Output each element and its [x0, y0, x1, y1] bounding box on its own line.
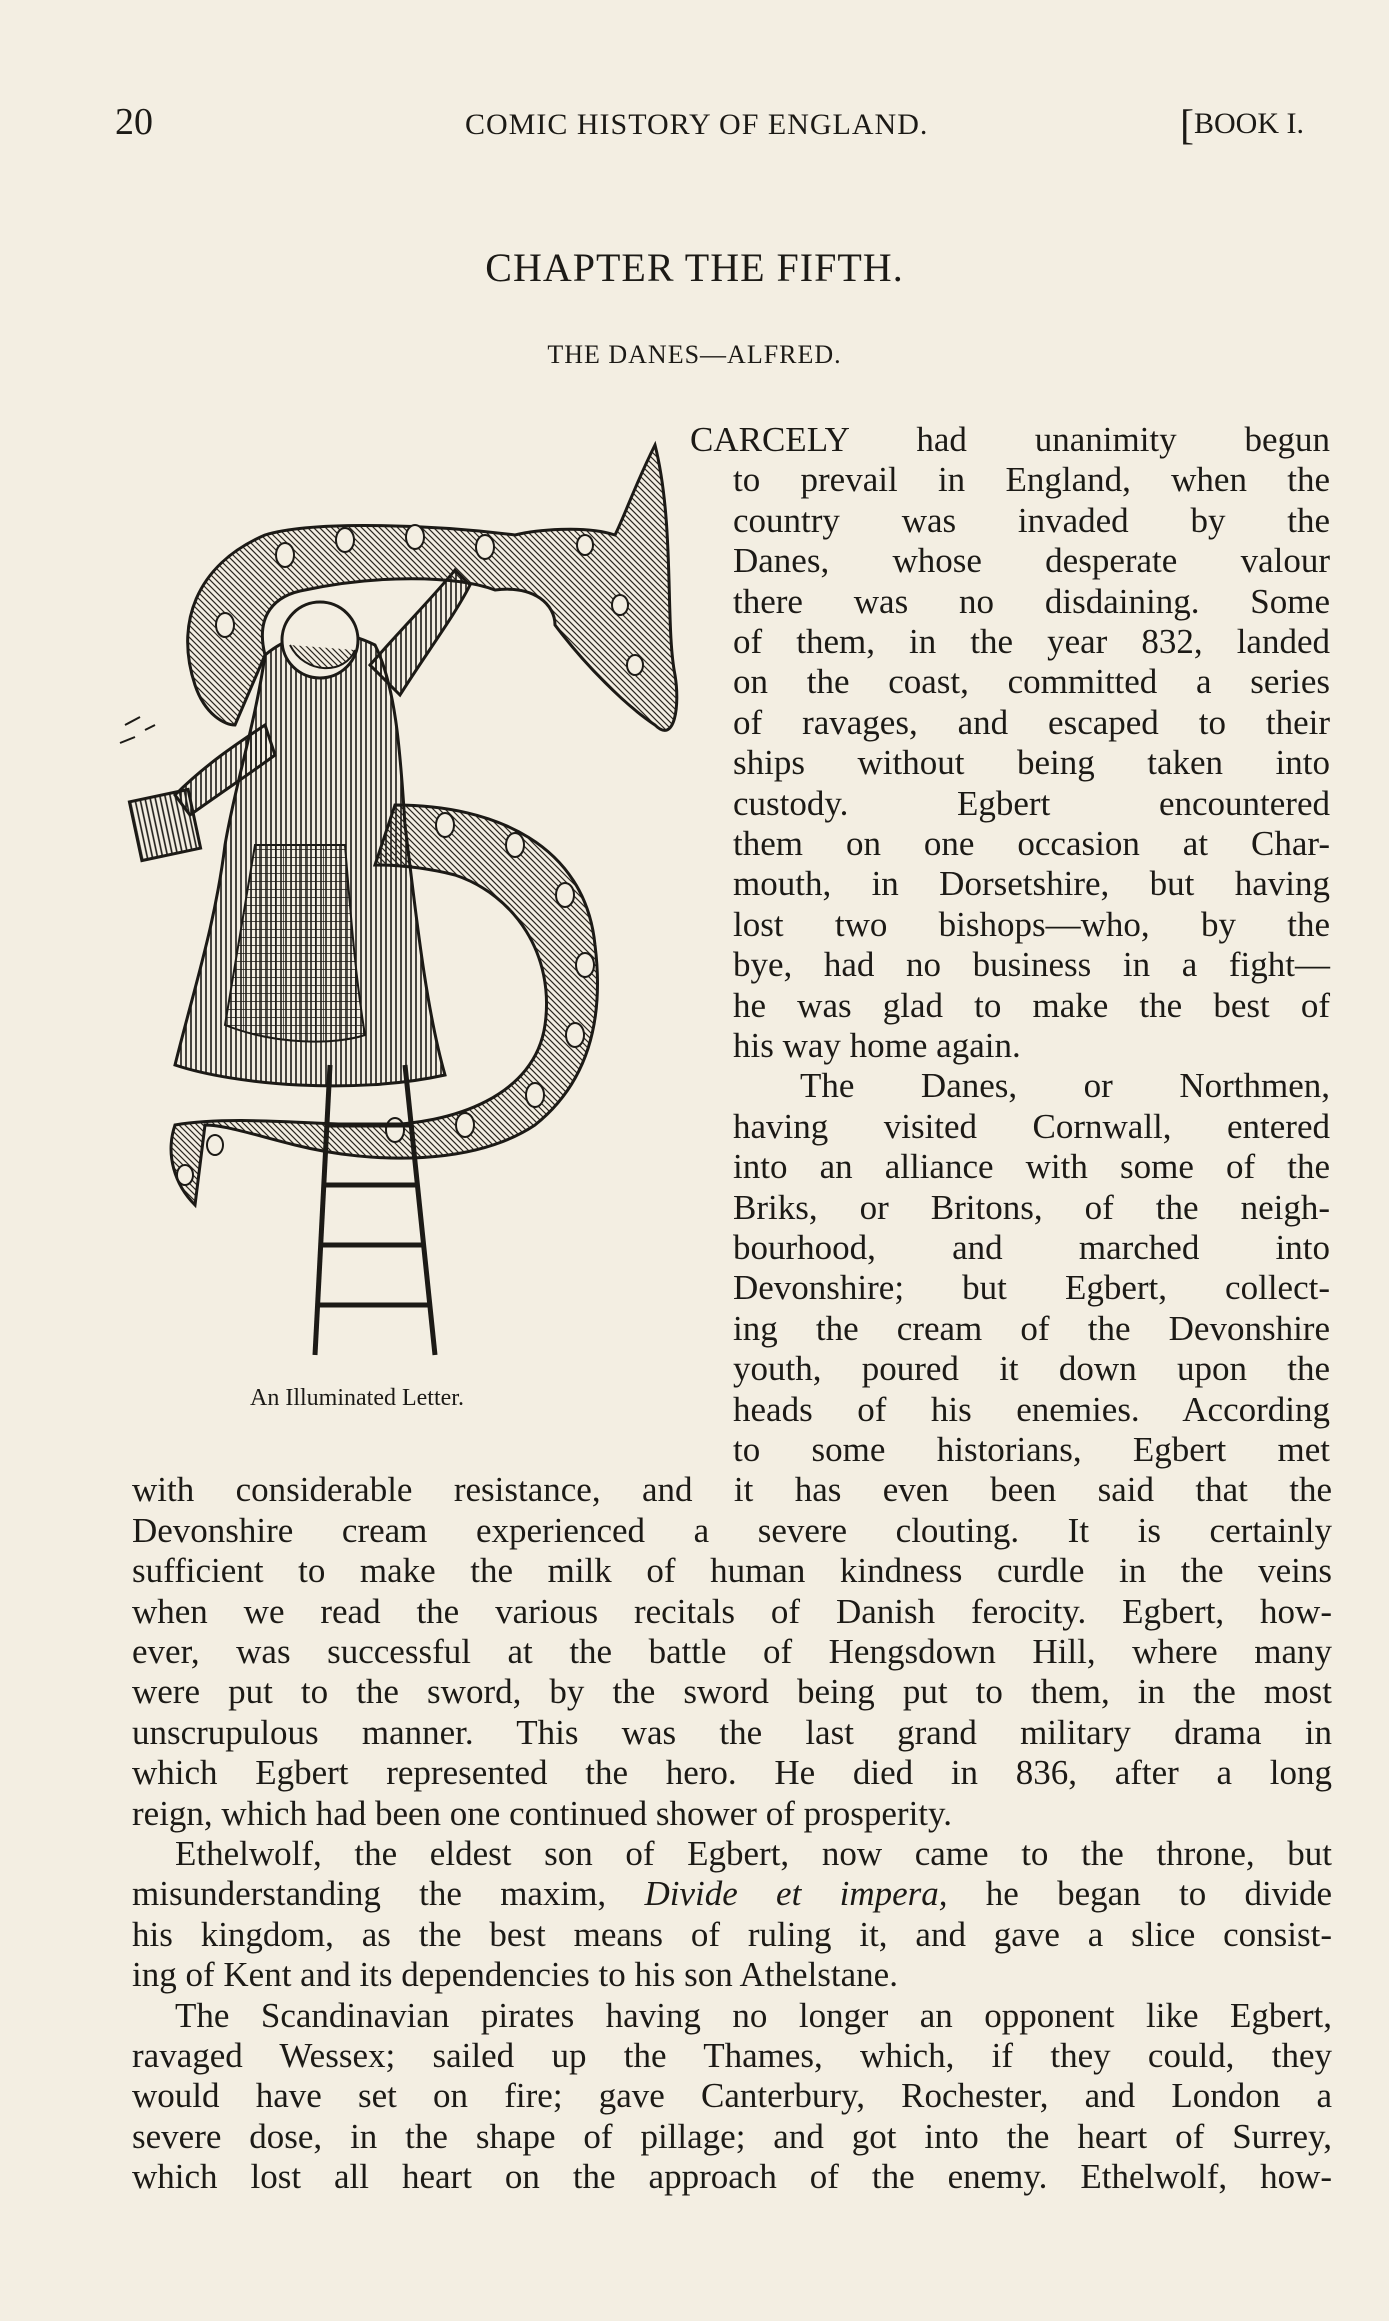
text-line: severe dose, in the shape of pillage; and got into the heart of Surrey,: [132, 2116, 1332, 2156]
text-line: his kingdom, as the best means of ruling it, and gave a slice consist-: [132, 1914, 1332, 1954]
text-line: Danes, whose desperate valour: [733, 541, 1330, 581]
text-line: into an alliance with some of the: [733, 1147, 1330, 1187]
text-line: The Danes, or Northmen,: [800, 1066, 1330, 1106]
ladder: [315, 1065, 435, 1355]
text-line: unscrupulous manner. This was the last grand military drama in: [132, 1712, 1332, 1752]
text-line: his way home again.: [733, 1026, 1021, 1065]
text-line: Devonshire; but Egbert, collect-: [733, 1268, 1330, 1308]
text-line: ravaged Wessex; sailed up the Thames, which, if they could, they: [132, 2036, 1332, 2075]
text-line: The Scandinavian pirates having no longer an opponent like Egbert,: [175, 1995, 1332, 2035]
text-line: lost two bishops—who, by the: [733, 904, 1330, 944]
text-line: were put to the sword, by the sword being put to them, in the most: [132, 1672, 1332, 1712]
italic-phrase: Divide et impera,: [644, 1874, 948, 1914]
text-line: them on one occasion at Char-: [733, 824, 1330, 863]
book-label: [1180, 102, 1304, 150]
text-line: of ravages, and escaped to their: [733, 702, 1330, 742]
chapter-subtitle: THE DANES—ALFRED.: [547, 340, 842, 369]
text-line: sufficient to make the milk of human kindness curdle in the veins: [132, 1551, 1332, 1591]
text-line: heads of his enemies. According: [733, 1389, 1330, 1429]
monk-arm-raised: [370, 570, 470, 695]
text-line: when we read the various recitals of Danish ferocity. Egbert, how-: [132, 1591, 1332, 1631]
text-span: he began to divide: [947, 1874, 1333, 1914]
text-line: youth, poured it down upon the: [733, 1349, 1330, 1389]
text-line: country was invaded by the: [733, 500, 1330, 540]
page-number: 20: [115, 101, 153, 143]
text-line: would have set on fire; gave Canterbury, Rochester, and London a: [132, 2076, 1332, 2116]
text-line: ing of Kent and its dependencies to his son Athelstane.: [132, 1955, 898, 1995]
text-line: there was no disdaining. Some: [733, 581, 1330, 621]
book-bracket: [: [1180, 103, 1194, 149]
illustration-caption: An Illuminated Letter.: [250, 1385, 464, 1411]
text-span: misunderstanding the maxim,: [132, 1874, 645, 1914]
text-line: reign, which had been one continued shower of prosperity.: [132, 1793, 952, 1833]
text-line: he was glad to make the best of: [733, 985, 1330, 1025]
text-line: custody. Egbert encountered: [733, 783, 1330, 823]
text-line: ships without being taken into: [733, 743, 1330, 783]
text-line: ing the cream of the Devonshire: [733, 1308, 1330, 1348]
text-line: Ethelwolf, the eldest son of Egbert, now came to the throne, but: [175, 1834, 1332, 1873]
text-line: to prevail in England, when the: [733, 460, 1330, 500]
text-line: Briks, or Britons, of the neigh-: [733, 1187, 1330, 1227]
text-line: bye, had no business in a fight—: [733, 945, 1330, 985]
chapter-title: CHAPTER THE FIFTH.: [485, 245, 904, 290]
text-line: ever, was successful at the battle of Hengsdown Hill, where many: [132, 1632, 1332, 1671]
text-line: with considerable resistance, and it has even been said that the: [132, 1470, 1332, 1510]
text-line-with-italic: [132, 1874, 1332, 1914]
text-line: which Egbert represented the hero. He died in 836, after a long: [132, 1753, 1332, 1793]
text-line: which lost all heart on the approach of the enemy. Ethelwolf, how-: [132, 2157, 1332, 2197]
text-line: CARCELY had unanimity begun: [690, 420, 1330, 459]
illuminated-letter-illustration: [115, 425, 695, 1375]
text-line: having visited Cornwall, entered: [733, 1106, 1330, 1146]
text-line: Devonshire cream experienced a severe clouting. It is certainly: [132, 1510, 1332, 1550]
text-line: bourhood, and marched into: [733, 1228, 1330, 1267]
paint-pot: [129, 789, 200, 860]
book-label-text: BOOK I.: [1194, 107, 1304, 140]
text-line: mouth, in Dorsetshire, but having: [733, 864, 1330, 904]
text-line: of them, in the year 832, landed: [733, 622, 1330, 661]
text-line: on the coast, committed a series: [733, 662, 1330, 702]
text-line: to some historians, Egbert met: [733, 1430, 1330, 1469]
running-title: COMIC HISTORY OF ENGLAND.: [465, 108, 929, 141]
